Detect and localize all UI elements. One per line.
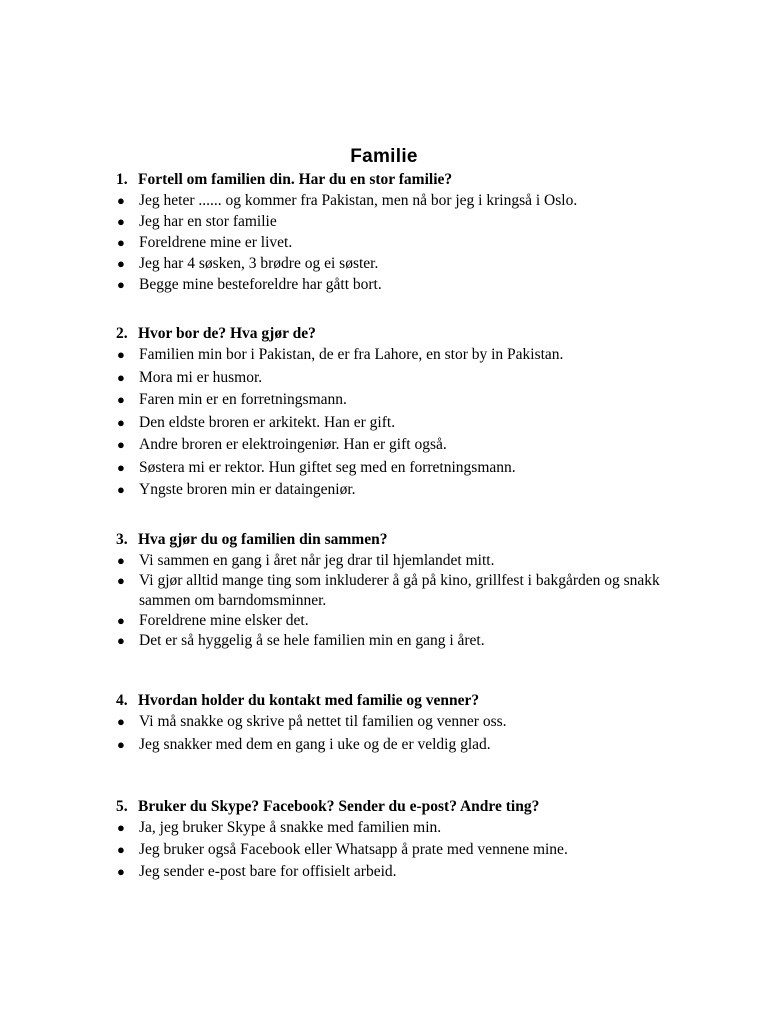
bullet-icon: ● bbox=[117, 459, 125, 475]
question-number: 4. bbox=[116, 692, 128, 709]
list-item: ● Vi sammen en gang i året når jeg drar til hjemlandet mitt. bbox=[117, 552, 495, 569]
list-item: ● Jeg heter ...... og kommer fra Pakistan, men nå bor jeg i kringså i Oslo. bbox=[116, 191, 676, 212]
bullet-icon: ● bbox=[117, 573, 125, 588]
section-3 bbox=[116, 530, 676, 651]
list-item: ● Det er så hyggelig å se hele familien min en gang i året. bbox=[117, 632, 485, 649]
question-text: Bruker du Skype? Facebook? Sender du e-post? Andre ting? bbox=[138, 798, 540, 815]
list-item: ● Yngste broren min er dataingeniør. bbox=[116, 480, 676, 503]
bullet-icon: ● bbox=[117, 737, 125, 752]
list-item: ● Jeg har 4 søsken, 3 brødre og ei søster. bbox=[116, 254, 676, 275]
section-2 bbox=[116, 324, 676, 503]
question-number: 5. bbox=[116, 798, 128, 815]
bullet-icon: ● bbox=[117, 553, 125, 568]
list-item: ● Søstera mi er rektor. Hun giftet seg med en forretningsmann. bbox=[116, 458, 676, 481]
list-item: ● Faren min er en forretningsmann. bbox=[116, 390, 676, 413]
list-item: ● Vi gjør alltid mange ting som inkluderer å gå på kino, grillfest i bakgården og snakk sammen om barndomsminner. bbox=[117, 572, 660, 609]
question-text: Hva gjør du og familien din sammen? bbox=[138, 531, 388, 548]
bullet-icon: ● bbox=[117, 392, 125, 407]
list-item: ● Mora mi er husmor. bbox=[116, 368, 676, 391]
bullet-icon: ● bbox=[117, 347, 125, 362]
list-item: ● Den eldste broren er arkitekt. Han er gift. bbox=[116, 413, 676, 436]
document-title: Familie bbox=[350, 146, 418, 167]
question-heading bbox=[116, 691, 676, 712]
list-item: ● Jeg snakker med dem en gang i uke og de er veldig glad. bbox=[116, 735, 676, 758]
question-number: 2. bbox=[116, 325, 128, 342]
question-text: Hvor bor de? Hva gjør de? bbox=[138, 325, 316, 342]
question-text: Hvordan holder du kontakt med familie og venner? bbox=[138, 692, 480, 709]
bullet-icon: ● bbox=[117, 214, 125, 229]
question-number: 3. bbox=[116, 531, 128, 548]
bullet-icon: ● bbox=[117, 414, 125, 430]
question-heading bbox=[116, 324, 676, 345]
answer-list bbox=[116, 712, 676, 758]
list-item: ● Familien min bor i Pakistan, de er fra Lahore, en stor by in Pakistan. bbox=[116, 345, 676, 368]
list-item: ● Foreldrene mine elsker det. bbox=[117, 612, 309, 629]
bullet-icon: ● bbox=[117, 633, 125, 648]
bullet-icon: ● bbox=[117, 842, 125, 857]
list-item: ● Foreldrene mine er livet. bbox=[116, 233, 676, 254]
bullet-icon: ● bbox=[117, 820, 125, 835]
question-heading bbox=[116, 797, 676, 818]
bullet-icon: ● bbox=[117, 864, 125, 879]
list-item: ● Jeg sender e-post bare for offisielt arbeid. bbox=[116, 862, 676, 884]
bullet-icon: ● bbox=[117, 235, 125, 250]
question-heading bbox=[116, 530, 676, 551]
bullet-icon: ● bbox=[117, 482, 125, 497]
answer-list bbox=[116, 818, 676, 884]
bullet-icon: ● bbox=[117, 613, 125, 628]
list-item: ● Vi må snakke og skrive på nettet til familien og venner oss. bbox=[116, 712, 676, 735]
bullet-icon: ● bbox=[117, 193, 125, 208]
bullet-icon: ● bbox=[117, 437, 125, 452]
answer-list bbox=[116, 551, 676, 651]
question-heading bbox=[116, 170, 676, 191]
question-text: Fortell om familien din. Har du en stor familie? bbox=[138, 171, 453, 188]
list-item: ● Andre broren er elektroingeniør. Han er gift også. bbox=[116, 435, 676, 458]
list-item: ● Jeg har en stor familie bbox=[116, 212, 676, 233]
bullet-icon: ● bbox=[117, 714, 125, 729]
answer-list bbox=[116, 191, 676, 296]
list-item: ● Begge mine besteforeldre har gått bort. bbox=[116, 275, 676, 296]
question-number: 1. bbox=[116, 171, 128, 188]
list-item: ● Ja, jeg bruker Skype å snakke med familien min. bbox=[116, 818, 676, 840]
bullet-icon: ● bbox=[117, 277, 125, 292]
list-item: ● Jeg bruker også Facebook eller Whatsapp å prate med vennene mine. bbox=[116, 840, 676, 862]
section-5 bbox=[116, 797, 676, 884]
section-4 bbox=[116, 691, 676, 758]
bullet-icon: ● bbox=[117, 256, 125, 271]
answer-list bbox=[116, 345, 676, 503]
section-1 bbox=[116, 170, 676, 296]
bullet-icon: ● bbox=[117, 369, 125, 385]
